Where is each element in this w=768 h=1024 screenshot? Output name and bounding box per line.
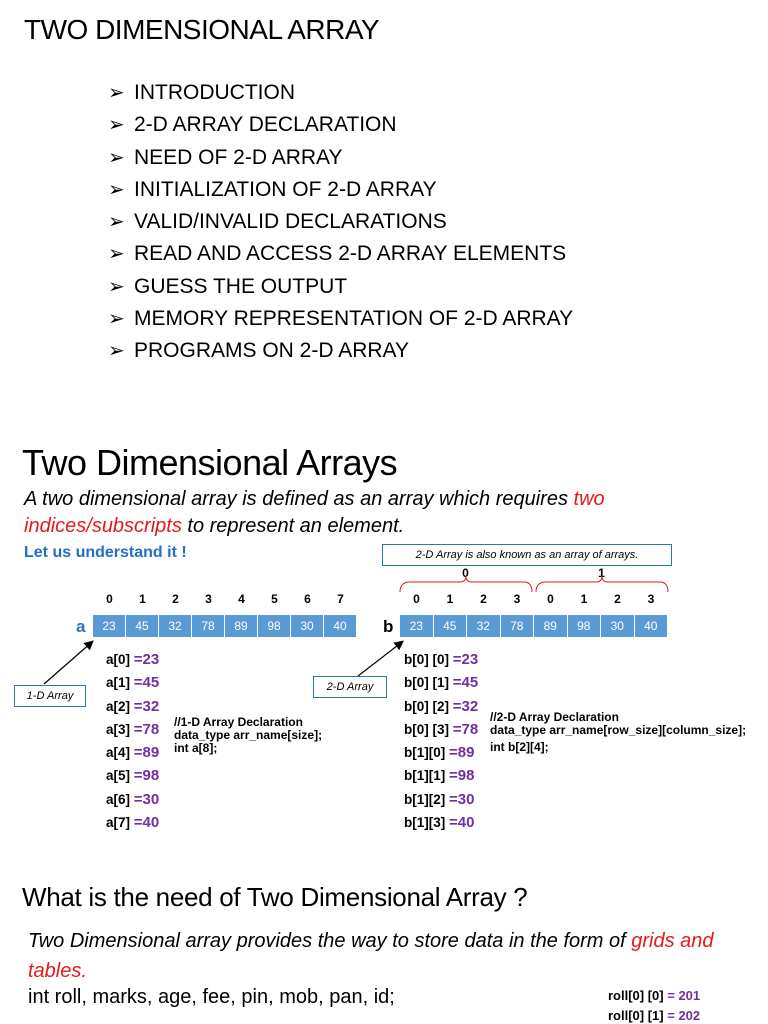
array-cell: 40 [635, 615, 669, 637]
array-cell: 78 [501, 615, 535, 637]
roll-item: roll[0] [0] = 201 [608, 988, 701, 1003]
index-label: 1 [446, 592, 454, 606]
array-b-cells [400, 615, 668, 637]
array-b-label: b [383, 617, 394, 636]
index-label: 7 [337, 592, 344, 606]
element-row: a[3] =78 [106, 720, 160, 738]
element-row: b[1][0] =89 [404, 744, 475, 762]
element-row: b[0] [3] =78 [404, 720, 479, 738]
index-label: 6 [304, 592, 311, 606]
index-label: 3 [205, 592, 212, 606]
variables-line: int roll, marks, age, fee, pin, mob, pan, id; [28, 986, 395, 1008]
array-a-declaration: //1-D Array Declaration data_type arr_name[size]; int a[8]; [174, 715, 323, 755]
element-row: a[5] =98 [106, 767, 160, 785]
arrow-bullet-icon: ➢ [108, 114, 125, 137]
element-row: b[1][3] =40 [404, 814, 475, 832]
array-b-row-index-1: 1 [598, 566, 605, 580]
array-cell: 30 [601, 615, 635, 637]
array-cell: 23 [93, 615, 126, 637]
topic-item: ➢ PROGRAMS ON 2-D ARRAY [108, 336, 573, 368]
element-row: b[0] [0] =23 [404, 651, 479, 668]
array-cell: 45 [434, 615, 468, 637]
array-cell: 89 [534, 615, 568, 637]
arrow-bullet-icon: ➢ [108, 178, 125, 201]
definition-highlight: two indices/subscripts [24, 488, 605, 537]
arrow-bullet-icon: ➢ [108, 308, 125, 331]
arrow-bullet-icon: ➢ [108, 82, 125, 104]
one-d-array-box: 1-D Array [14, 685, 86, 707]
array-cell: 32 [467, 615, 501, 637]
element-row: a[0] =23 [106, 651, 160, 668]
element-row: b[0] [2] =32 [404, 697, 479, 715]
topic-item: ➢ READ AND ACCESS 2-D ARRAY ELEMENTS [108, 239, 573, 271]
pointer-arrow-icon [40, 636, 100, 688]
topic-item: ➢ INTRODUCTION [108, 78, 573, 110]
element-row: a[1] =45 [106, 674, 160, 692]
index-label: 1 [580, 592, 588, 606]
arrow-bullet-icon: ➢ [108, 243, 125, 266]
array-of-arrays-callout: 2-D Array is also known as an array of arrays. [382, 544, 672, 566]
array-cell: 30 [291, 615, 324, 637]
index-label: 3 [647, 592, 655, 606]
array-cell: 98 [258, 615, 291, 637]
element-row: a[7] =40 [106, 814, 160, 832]
need-highlight: grids and tables. [28, 930, 714, 982]
roll-list [608, 986, 700, 1024]
element-row: a[2] =32 [106, 697, 160, 715]
array-cell: 40 [324, 615, 357, 637]
index-label: 1 [139, 592, 146, 606]
two-d-array-box: 2-D Array [313, 676, 387, 698]
array-b-declaration: //2-D Array Declaration data_type arr_name[row_size][column_size]; int b[2][4]; [490, 710, 747, 754]
roll-item: roll[0] [1] = 202 [608, 1008, 701, 1023]
row-brace-icon [398, 576, 670, 606]
element-row: b[0] [1] =45 [404, 674, 479, 692]
slide3-title: What is the need of Two Dimensional Array ? [22, 882, 528, 912]
topic-item: ➢ 2-D ARRAY DECLARATION [108, 110, 573, 142]
topic-item: ➢ NEED OF 2-D ARRAY [108, 143, 573, 175]
slide1-title: TWO DIMENSIONAL ARRAY [24, 14, 380, 45]
index-label: 0 [106, 592, 113, 606]
index-label: 0 [413, 592, 420, 606]
topic-list [108, 78, 573, 369]
index-label: 0 [547, 592, 554, 606]
topic-item: ➢ VALID/INVALID DECLARATIONS [108, 207, 573, 239]
array-a-cells [93, 615, 357, 637]
array-a-label: a [76, 617, 86, 636]
definition-text: A two dimensional array is defined as an array which requires two indices/subscripts to represent an element. [24, 488, 605, 537]
array-b-row-index-0: 0 [462, 566, 469, 580]
array-cell: 23 [400, 615, 434, 637]
arrow-bullet-icon: ➢ [108, 275, 125, 298]
element-row: a[4] =89 [106, 744, 160, 762]
arrow-bullet-icon: ➢ [108, 211, 125, 234]
array-cell: 32 [159, 615, 192, 637]
need-description: Two Dimensional array provides the way to store data in the form of grids and tables. [28, 930, 714, 982]
arrow-bullet-icon: ➢ [108, 340, 125, 363]
array-b-element-list [404, 648, 478, 834]
pointer-arrow-icon [354, 636, 410, 680]
topic-item: ➢ GUESS THE OUTPUT [108, 272, 573, 304]
array-cell: 98 [568, 615, 602, 637]
index-label: 4 [238, 592, 245, 606]
element-row: b[1][1] =98 [404, 767, 475, 785]
index-label: 2 [480, 592, 487, 606]
index-label: 2 [172, 592, 179, 606]
topic-item: ➢ MEMORY REPRESENTATION OF 2-D ARRAY [108, 304, 573, 336]
element-row: a[6] =30 [106, 790, 160, 808]
array-cell: 45 [126, 615, 159, 637]
understand-heading: Let us understand it ! [24, 544, 187, 561]
index-label: 2 [614, 592, 621, 606]
array-cell: 78 [192, 615, 225, 637]
topic-item: ➢ INITIALIZATION OF 2-D ARRAY [108, 175, 573, 207]
element-row: b[1][2] =30 [404, 790, 475, 808]
index-label: 3 [513, 592, 521, 606]
arrow-bullet-icon: ➢ [108, 146, 125, 169]
slide2-title: Two Dimensional Arrays [22, 442, 398, 483]
index-label: 5 [271, 592, 278, 606]
array-cell: 89 [225, 615, 258, 637]
array-a-element-list [106, 648, 159, 834]
